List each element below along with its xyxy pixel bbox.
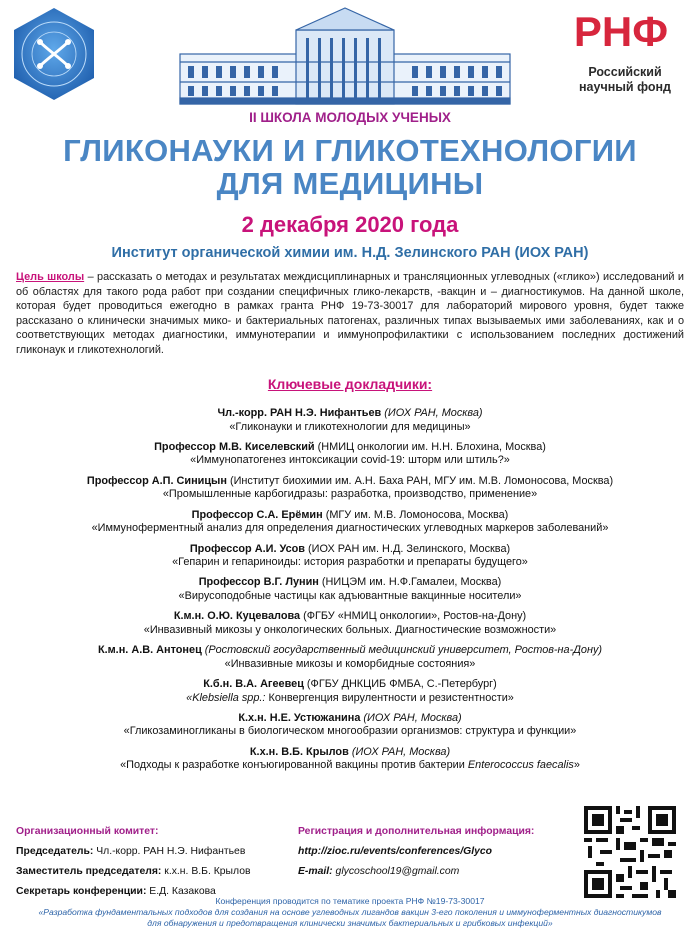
- speaker-item: К.м.н. О.Ю. Куцевалова (ФГБУ «НМИЦ онкологии», Ростов-на-Дону) «Инвазивный микозы у онкологических больных. Диагностические возможности»: [143, 610, 557, 636]
- speaker-item: К.м.н. А.В. Антонец (Ростовский государственный медицинский университет, Ростов-на-Дону) «Инвазивные микозы и коморбидные состояния»: [97, 644, 603, 670]
- rnf-logo: [560, 8, 690, 95]
- registration-heading: Регистрация и дополнительная информация:: [298, 826, 535, 837]
- svg-text:РНФ: РНФ: [573, 8, 669, 52]
- speaker-item: Чл.-корр. РАН Н.Э. Нифантьев (ИОХ РАН, Москва) «Гликонауки и гликотехнологии для медицины»: [217, 407, 483, 433]
- building-illustration: [176, 4, 514, 108]
- speakers-heading: Ключевые докладчики:: [267, 376, 433, 392]
- speaker-item: Профессор С.А. Ерёмин (МГУ им. М.В. Ломоносова, Москва) «Иммуноферментный анализ для определения диагностических углеводных маркеров заболеваний»: [91, 508, 609, 535]
- speaker-item: К.б.н. В.А. Агеевец (ФГБУ ДНКЦИБ ФМБА, С.-Петербург) «Klebsiella spp.: Конвергенция вирулентности и резистентности»: [186, 678, 514, 704]
- speaker-item: Профессор А.П. Синицын (Институт биохимии им. А.Н. Баха РАН, МГУ им. М.В. Ломоносова, Москва) «Промышленные карбогидразы: разработка, производство, применение»: [86, 474, 614, 501]
- organizing-committee: [16, 822, 296, 902]
- rnf-mark-icon: [560, 8, 682, 52]
- email-link[interactable]: glycoschool19@gmail.com: [332, 866, 460, 877]
- speaker-item: Профессор М.В. Киселевский (НМИЦ онкологии им. Н.Н. Блохина, Москва) «Иммунопатогенез интоксикации covid-19: шторм или штиль?»: [154, 440, 546, 467]
- organizing-heading: Организационный комитет:: [16, 826, 159, 837]
- page-title: ГЛИКОНАУКИ И ГЛИКОТЕХНОЛОГИИ ДЛЯ МЕДИЦИНЫ: [63, 133, 637, 201]
- speaker-item: Профессор А.И. Усов (ИОХ РАН им. Н.Д. Зелинского, Москва) «Гепарин и гепариноиды: история разработки и препараты будущего»: [172, 542, 528, 569]
- rnf-name: Российский научный фонд: [579, 65, 671, 94]
- email-line: E-mail: glycoschool19@gmail.com: [298, 866, 460, 877]
- project-note: Конференция проводится по тематике проекта РНФ №19-73-30017 «Разработка фундаментальных подходов для создания на основе углеводных лигандов вакцин 3-его поколения и иммуноферментных диагностикумов для обнаружения и предотвращения клинически значимых бактериальных и грибковых инфекций»: [38, 896, 662, 928]
- intro-lead: Цель школы: [16, 271, 85, 283]
- speaker-item: К.х.н. Н.Е. Устюжанина (ИОХ РАН, Москва) «Гликозаминогликаны в биологическом многообразии организмов: структура и функции»: [123, 711, 577, 738]
- chair-line: Председатель: Чл.-корр. РАН Н.Э. Нифантьев: [16, 846, 246, 857]
- secretary-line: Секретарь конференции: Е.Д. Казакова: [16, 886, 216, 897]
- institute-logo: [8, 6, 100, 102]
- school-label: II ШКОЛА МОЛОДЫХ УЧЕНЫХ: [249, 110, 451, 125]
- intro-text: – рассказать о методах и результатах междисциплинарных и трансляционных углеводных («глико») исследований и об областях для такого рода работ при создании специфичных глико-лекарств, -вакцин и – диагностикумов. На данной школе, которая будет проводиться ежегодно в рамках гранта РНФ 19-73-30017 для лабораторий мирового уровня, будет также рассказано о клинически значимых мико- и бактериальных патогенах, различных типах вызываемых ими заболеваниях, как и о соответствующих методах диагностики, иммунотерапии и иммунопрофилактики с использованием последних достижений гликонаук и гликотехнологий.: [16, 271, 684, 356]
- vice-chair-line: Заместитель председателя: к.х.н. В.Б. Крылов: [16, 866, 251, 877]
- speaker-item: Профессор В.Г. Лунин (НИЦЭМ им. Н.Ф.Гамалеи, Москва) «Вирусоподобные частицы как адъювантные вакцинные носители»: [178, 576, 522, 602]
- registration-link[interactable]: http://zioc.ru/events/conferences/Glyco: [298, 846, 493, 857]
- speaker-item: К.х.н. В.Б. Крылов (ИОХ РАН, Москва) «Подходы к разработке конъюгированной вакцины против бактерии Enterococcus faecalis»: [120, 745, 580, 772]
- speakers-list: [0, 407, 700, 780]
- event-date: 2 декабря 2020 года: [241, 212, 459, 237]
- registration-info: [298, 822, 578, 882]
- institute-name: Институт органической химии им. Н.Д. Зелинского РАН (ИОХ РАН): [111, 245, 589, 261]
- qr-code[interactable]: [584, 806, 676, 898]
- intro-paragraph: [16, 270, 684, 358]
